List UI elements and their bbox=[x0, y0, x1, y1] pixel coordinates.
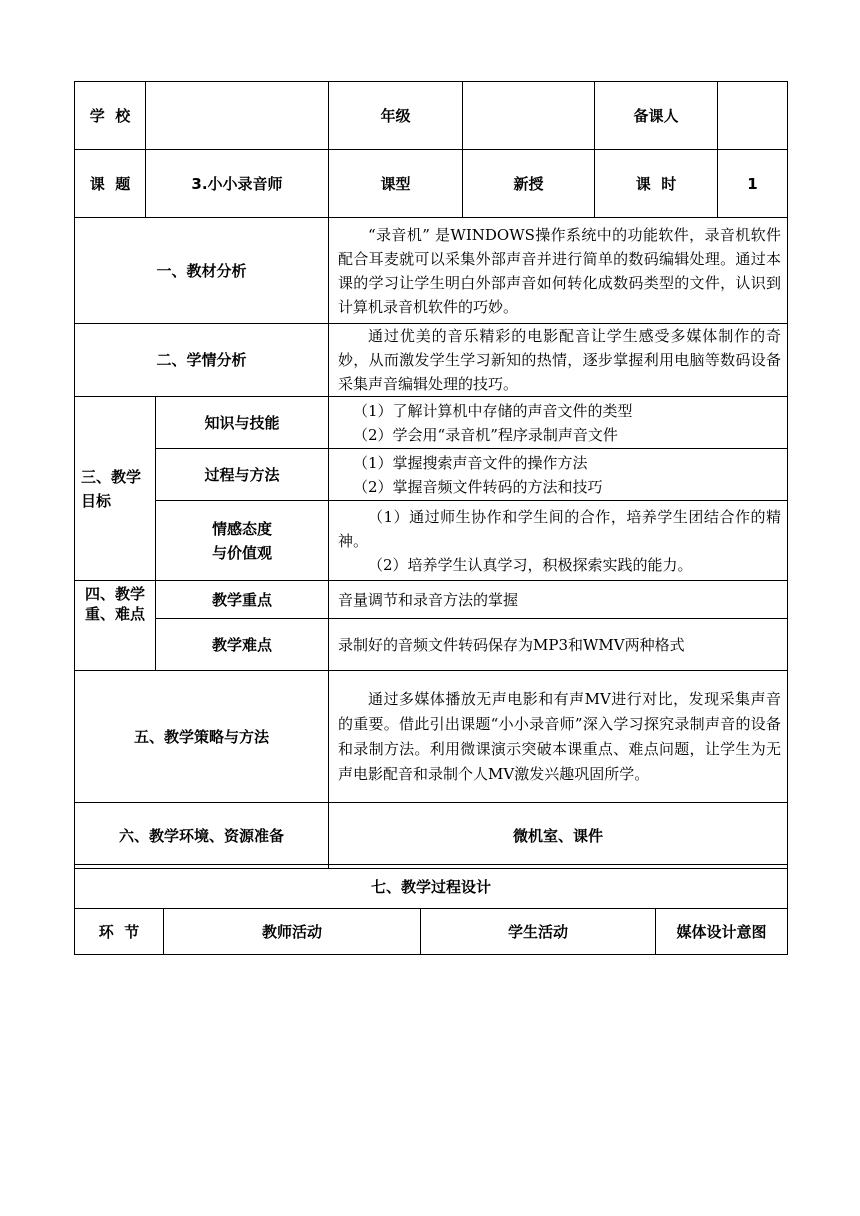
goal-emotion-row bbox=[75, 501, 788, 581]
key-important-label: 教学重点 bbox=[156, 581, 329, 619]
goal-knowledge-label: 知识与技能 bbox=[156, 397, 329, 449]
environment-row bbox=[75, 803, 788, 869]
strategy-row bbox=[75, 671, 788, 803]
environment-text: 微机室、课件 bbox=[329, 803, 788, 869]
col-media-intent: 媒体设计意图 bbox=[656, 909, 788, 955]
header-row-1 bbox=[75, 82, 788, 150]
goal-emotion-label-line-1: 情感态度 bbox=[211, 519, 272, 538]
preparer-value bbox=[718, 82, 788, 150]
process-title: 七、教学过程设计 bbox=[75, 865, 788, 909]
hours-value: 1 bbox=[718, 150, 788, 218]
goal-knowledge-line-2: （2）学会用“录音机”程序录制声音文件 bbox=[353, 425, 618, 444]
process-header-row bbox=[75, 909, 788, 955]
learners-row bbox=[75, 324, 788, 397]
environment-label: 六、教学环境、资源准备 bbox=[75, 803, 329, 869]
goal-process-label: 过程与方法 bbox=[156, 449, 329, 501]
material-label: 一、教材分析 bbox=[75, 218, 329, 324]
key-difficult-text: 录制好的音频文件转码保存为MP3和WMV两种格式 bbox=[329, 619, 788, 671]
grade-value bbox=[463, 82, 595, 150]
goal-process-row bbox=[75, 449, 788, 501]
goal-emotion-label bbox=[156, 501, 329, 581]
strategy-text: 通过多媒体播放无声电影和有声MV进行对比，发现采集声音的重要。借此引出课题“小小录音师”深入学习探究录制声音的设备和录制方法。利用微课演示突破本课重点、难点问题，让学生为无声电影配音和录制个人MV激发兴趣巩固所学。 bbox=[329, 671, 788, 803]
process-design-table bbox=[74, 864, 788, 955]
school-label: 学 校 bbox=[75, 82, 146, 150]
material-row bbox=[75, 218, 788, 324]
goal-emotion-text bbox=[329, 501, 788, 581]
process-title-row bbox=[75, 865, 788, 909]
key-important-text: 音量调节和录音方法的掌握 bbox=[329, 581, 788, 619]
goal-emotion-line-1: （1）通过师生协作和学生间的合作，培养学生团结合作的精神。 bbox=[338, 507, 781, 550]
topic-label: 课 题 bbox=[75, 150, 146, 218]
key-points-label: 四、教学重、难点 bbox=[75, 581, 156, 671]
material-text: “录音机” 是WINDOWS操作系统中的功能软件，录音机软件配合耳麦就可以采集外部声音并进行简单的数码编辑处理。通过本课的学习让学生明白外部声音如何转化成数码类型的文件，认识到计算机录音机软件的巧妙。 bbox=[329, 218, 788, 324]
goal-emotion-label-line-2: 与价值观 bbox=[211, 543, 272, 562]
learners-text: 通过优美的音乐精彩的电影配音让学生感受多媒体制作的奇妙，从而激发学生学习新知的热情，逐步掌握利用电脑等数码设备采集声音编辑处理的技巧。 bbox=[329, 324, 788, 397]
key-important-row bbox=[75, 581, 788, 619]
goal-knowledge-text bbox=[329, 397, 788, 449]
hours-label: 课 时 bbox=[595, 150, 718, 218]
learners-label: 二、学情分析 bbox=[75, 324, 329, 397]
type-label: 课型 bbox=[329, 150, 463, 218]
key-difficult-row bbox=[75, 619, 788, 671]
key-difficult-label: 教学难点 bbox=[156, 619, 329, 671]
lesson-plan-table bbox=[74, 81, 788, 869]
col-stage: 环 节 bbox=[75, 909, 164, 955]
goal-process-line-1: （1）掌握搜索声音文件的操作方法 bbox=[353, 453, 588, 472]
goal-knowledge-line-1: （1）了解计算机中存储的声音文件的类型 bbox=[353, 401, 633, 420]
header-row-2 bbox=[75, 150, 788, 218]
grade-label: 年级 bbox=[329, 82, 463, 150]
col-student-activity: 学生活动 bbox=[421, 909, 656, 955]
preparer-label: 备课人 bbox=[595, 82, 718, 150]
goals-label: 三、教学目标 bbox=[75, 397, 156, 581]
type-value: 新授 bbox=[463, 150, 595, 218]
school-value bbox=[146, 82, 329, 150]
goal-process-text bbox=[329, 449, 788, 501]
strategy-label: 五、教学策略与方法 bbox=[75, 671, 329, 803]
goal-knowledge-row bbox=[75, 397, 788, 449]
goal-process-line-2: （2）掌握音频文件转码的方法和技巧 bbox=[353, 477, 603, 496]
col-teacher-activity: 教师活动 bbox=[164, 909, 421, 955]
topic-value: 3.小小录音师 bbox=[146, 150, 329, 218]
goal-emotion-line-2: （2）培养学生认真学习，积极探索实践的能力。 bbox=[368, 555, 693, 574]
